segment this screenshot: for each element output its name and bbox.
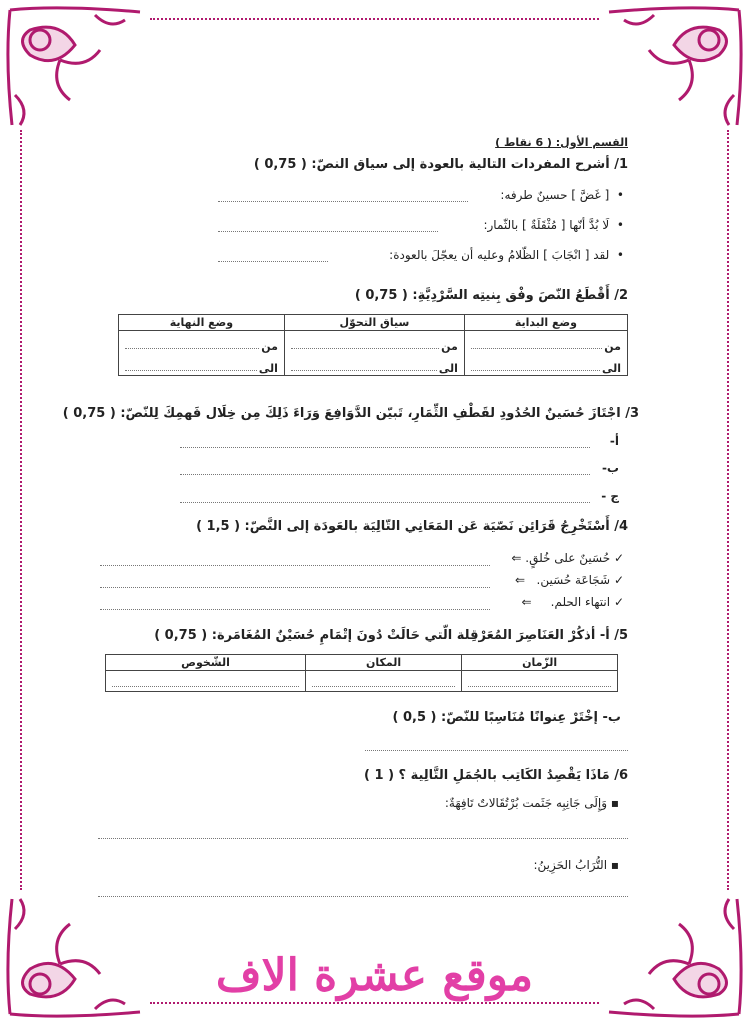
q4-item-text: انتهاء الحلم. xyxy=(550,595,611,609)
q5-col-header: الشّخوص xyxy=(106,655,306,671)
q1-item-text: [ غَضَّ ] حسينٌ طرفه: xyxy=(500,188,610,202)
q2-from-cell[interactable] xyxy=(125,331,278,353)
q4-answer-line[interactable] xyxy=(100,587,490,588)
check-icon: ✓ xyxy=(613,551,624,565)
q3-answer-line[interactable] xyxy=(180,502,590,503)
bullet-icon: • xyxy=(616,188,624,202)
q4-item xyxy=(515,573,624,587)
q1-item xyxy=(483,218,624,232)
q2-to-cell[interactable] xyxy=(125,353,278,375)
frame-bottom xyxy=(150,1002,599,1004)
q6-item xyxy=(445,796,619,810)
q3-answer-line[interactable] xyxy=(180,474,590,475)
q5-col-header: المكان xyxy=(306,655,462,671)
frame-top xyxy=(150,18,599,20)
q2-col-header: وضع البداية xyxy=(464,315,627,331)
q1-item xyxy=(500,188,624,202)
from-label: من xyxy=(261,340,278,353)
ornament-top-right-icon xyxy=(599,0,749,130)
q5-table xyxy=(105,654,618,692)
from-label: من xyxy=(441,340,458,353)
q5-answer-cell[interactable] xyxy=(468,671,611,691)
q5-col-header: الزّمان xyxy=(462,655,618,671)
q6-title: 6/ مَاذَا يَقْصِدُ الكَاتِب بالجُمَلِ التَّالِية ؟ ( 1 ) xyxy=(364,768,628,783)
q4-item xyxy=(522,595,624,609)
q1-title: 1/ أشرح المفردات التالية بالعودة إلى سياق النصّ: ( 0,75 ) xyxy=(253,157,628,172)
q4-answer-line[interactable] xyxy=(100,565,490,566)
q1-answer-line[interactable] xyxy=(218,231,438,232)
bullet-icon: • xyxy=(616,248,624,262)
q5b-title: ب- إخْتَرْ عِنوانًا مُنَاسِبًا للنّصّ: ( 0,5 ) xyxy=(392,710,621,725)
q2-col-header: سياق التحوّل xyxy=(284,315,464,331)
q4-item-text: حُسَينٌ على خُلقٍ. xyxy=(525,551,611,565)
q1-answer-line[interactable] xyxy=(218,201,468,202)
q5-answer-cell[interactable] xyxy=(312,671,455,691)
q2-table xyxy=(118,314,628,376)
arrow-icon: ⇐ xyxy=(511,551,522,565)
q2-to-cell[interactable] xyxy=(291,353,458,375)
q6-item-text: وَإِلَى جَانِبِه جَثَمت بُرْتُقَالاتٌ تَافِهَةٌ: xyxy=(444,796,608,810)
q2-to-cell[interactable] xyxy=(471,353,621,375)
frame-left xyxy=(20,130,22,890)
ornament-top-left-icon xyxy=(0,0,150,130)
q1-answer-line[interactable] xyxy=(218,261,328,262)
q4-answer-line[interactable] xyxy=(100,609,490,610)
bullet-icon: ▪ xyxy=(610,858,619,872)
q1-item-text: لقد [ انْجَابَ ] الظّلامُ وعليه أن يعجّلَ بالعودة: xyxy=(389,248,610,262)
arrow-icon: ⇐ xyxy=(515,573,526,587)
q4-title: 4/ أَسْتَخْرِجُ قَرَائِن نَصّيَة عَن المَعَانِي التّالِيَة بالعَودَة إلى النَّصّ: ( 1,5 ) xyxy=(196,519,628,534)
q4-item-text: شَجَاعَة حُسَين. xyxy=(536,573,611,587)
bullet-icon: ▪ xyxy=(610,796,619,810)
to-label: الى xyxy=(601,362,621,375)
q6-item-text: التُّرَابُ الحَزِينُ: xyxy=(533,858,608,872)
q3-title: 3/ اجْتَازَ حُسَينٌ الحُدُودِ لقَطْفِ الثِّمَارِ، تَبيّن الدَّوَافِعَ وَرَاءَ ذَلِكَ مِن خِلَال فَهمِكَ لِلنّصّ: ( 0,75 ) xyxy=(62,406,639,421)
q3-label: أ- xyxy=(609,434,619,448)
q5b-answer-line[interactable] xyxy=(365,750,628,751)
q5-answer-cell[interactable] xyxy=(112,671,299,691)
frame-right xyxy=(727,130,729,890)
q4-item xyxy=(511,551,624,565)
q2-col-header: وضع النهاية xyxy=(119,315,285,331)
q3-label: ج - xyxy=(601,489,619,503)
q5a-title: 5/ أ- أذكُرْ العَنَاصِرَ المُعَرْقِلة الّتي حَالَتْ دُونَ إتْمَامِ حُسَيْنٌ المُغَامَرة: ( 0,75 ) xyxy=(154,628,628,643)
q2-from-cell[interactable] xyxy=(471,331,621,353)
q3-answer-line[interactable] xyxy=(180,447,590,448)
q2-from-cell[interactable] xyxy=(291,331,458,353)
arrow-icon: ⇐ xyxy=(521,595,532,609)
to-label: الى xyxy=(438,362,458,375)
to-label: الى xyxy=(258,362,278,375)
q6-answer-line[interactable] xyxy=(98,896,628,897)
check-icon: ✓ xyxy=(613,573,624,587)
from-label: من xyxy=(604,340,621,353)
bullet-icon: • xyxy=(616,218,624,232)
watermark: موقع عشرة الاف xyxy=(215,950,534,1001)
q1-item xyxy=(389,248,624,262)
q1-item-text: لَا بُدَّ أنّها [ مُثْقَلَةٌ ] بالثّمار: xyxy=(483,218,610,232)
section-heading: القسم الأول: ( 6 نقاط ) xyxy=(495,136,628,149)
q6-answer-line[interactable] xyxy=(98,838,628,839)
q2-title: 2/ أَقْطَعُ النّصَ وفْق بِنيتِه السَّرْدِيَّةِ: ( 0,75 ) xyxy=(354,288,628,303)
check-icon: ✓ xyxy=(613,595,624,609)
q6-item xyxy=(533,858,619,872)
q3-label: ب- xyxy=(601,461,619,475)
